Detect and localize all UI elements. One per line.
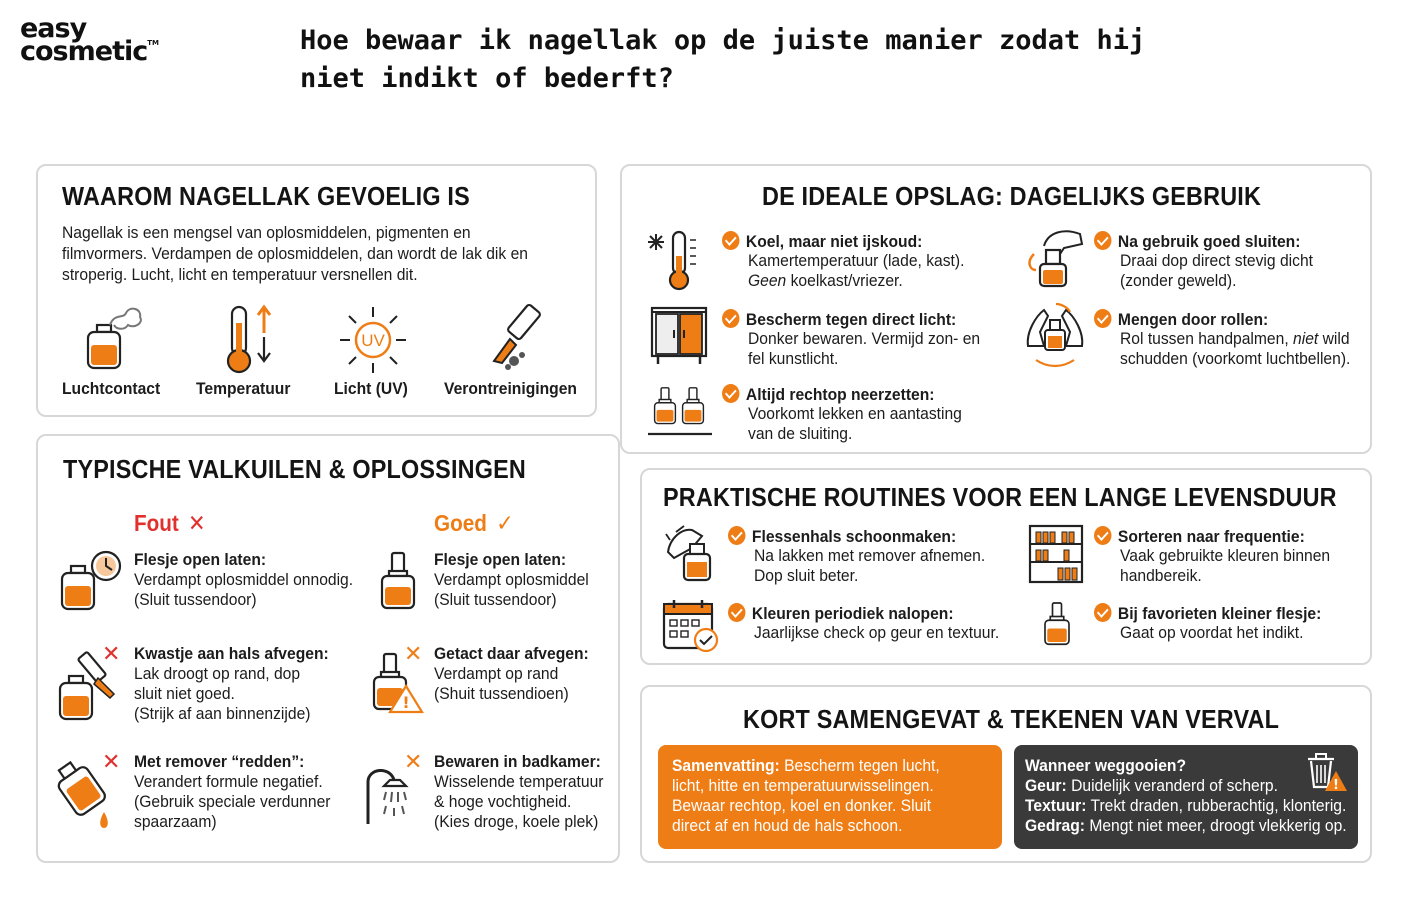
storage-item-1-line-1: Kamertemperatuur (lade, kast). xyxy=(748,251,965,270)
storage-item-4-line-1: Rol tussen handpalmen, niet wild xyxy=(1120,329,1350,348)
check-icon xyxy=(1094,309,1111,328)
summary-panel xyxy=(640,685,1372,863)
check-icon xyxy=(722,384,739,403)
summary-line-1-text: Bescherm tegen lucht, xyxy=(784,756,940,775)
hand-closing-cap-icon xyxy=(1024,224,1088,290)
summary-box xyxy=(658,745,1002,849)
pitfall-2-fout-title: Kwastje aan hals afvegen: xyxy=(134,644,329,663)
brush-wipe-neck-icon xyxy=(56,648,124,722)
discard-title: Wanneer weggooien? xyxy=(1025,756,1187,775)
pitfall-2-fout-line-2: sluit niet goed. xyxy=(134,684,235,703)
pitfall-3-fout-line-3: spaarzaam) xyxy=(134,812,217,831)
pitfall-1-fout-line-2: (Sluit tussendoor) xyxy=(134,590,257,609)
factor-label-air: Luchtcontact xyxy=(62,379,161,398)
sun-uv-icon xyxy=(338,305,408,375)
remover-bottle-icon xyxy=(52,756,116,832)
fail-x-icon-2: ✕ xyxy=(102,750,121,775)
pitfall-1-goed-line-2: (Sluit tussendoor) xyxy=(434,590,557,609)
closed-bottle-icon xyxy=(378,548,418,614)
storage-item-5-line-1: Voorkomt lekken en aantasting xyxy=(748,404,962,423)
storage-item-1-title: Koel, maar niet ijskoud: xyxy=(722,231,922,252)
pitfall-2-fout-line-3: (Strijk af aan binnenzijde) xyxy=(134,704,311,723)
routine-4-line-1: Gaat op voordat het indikt. xyxy=(1120,623,1304,642)
check-icon xyxy=(728,526,745,545)
discard-row-behavior: Gedrag: Mengt niet meer, droogt vlekkerig op. xyxy=(1025,816,1347,835)
discard-row-smell: Geur: Duidelijk veranderd of scherp. xyxy=(1025,776,1278,795)
routine-2-title: Sorteren naar frequentie: xyxy=(1094,526,1305,547)
why-text-line-1: Nagellak is een mengsel van oplosmiddelen, pigmenten en xyxy=(62,223,471,242)
summary-title: KORT SAMENGEVAT & TEKENEN VAN VERVAL xyxy=(743,704,1280,734)
pitfall-3-goed-title: Bewaren in badkamer: xyxy=(434,752,601,771)
thermometer-icon xyxy=(222,303,282,375)
open-bottle-clock-icon xyxy=(56,548,124,614)
logo-trademark: TM xyxy=(147,38,159,47)
routine-4-title: Bij favorieten kleiner flesje: xyxy=(1094,603,1321,624)
pitfalls-title: TYPISCHE VALKUILEN & OPLOSSINGEN xyxy=(63,454,526,484)
shelf-icon xyxy=(1028,524,1084,584)
summary-label: Samenvatting: xyxy=(672,756,780,775)
why-text-line-3: stroperig. Lucht, licht en temperatuur versnellen dit. xyxy=(62,265,418,284)
brand-logo xyxy=(20,13,159,67)
check-icon xyxy=(728,603,745,622)
factor-label-contamination: Verontreinigingen xyxy=(444,379,577,398)
factor-label-light: Licht (UV) xyxy=(334,379,408,398)
snow-thermometer-icon xyxy=(646,228,702,292)
pitfall-2-fout-line-1: Lak droogt op rand, dop xyxy=(134,664,301,683)
summary-line-4: direct af en houd de hals schoon. xyxy=(672,816,903,835)
pitfall-2-goed-title: Getact daar afvegen: xyxy=(434,644,589,663)
check-icon xyxy=(1094,526,1111,545)
cross-icon: ✕ xyxy=(188,510,206,536)
routine-3-title: Kleuren periodiek nalopen: xyxy=(728,603,954,624)
storage-item-5-title: Altijd rechtop neerzetten: xyxy=(722,384,934,405)
brush-contamination-icon xyxy=(480,303,550,373)
small-bottle-icon xyxy=(1042,598,1072,650)
check-icon xyxy=(1094,231,1111,250)
goed-label: Goed xyxy=(434,510,487,536)
italic-word: niet xyxy=(1293,329,1319,348)
shower-icon xyxy=(360,760,422,826)
storage-item-3-line-2: fel kunstlicht. xyxy=(748,349,839,368)
check-icon xyxy=(722,231,739,250)
pitfall-2-goed-line-1: Verdampt op rand xyxy=(434,664,559,683)
cleaning-neck-icon xyxy=(662,522,718,584)
discard-box xyxy=(1014,745,1358,849)
rolling-hands-icon xyxy=(1022,302,1088,370)
routine-3-line-1: Jaarlijkse check op geur en textuur. xyxy=(754,623,1000,642)
routine-2-line-1: Vaak gebruikte kleuren binnen xyxy=(1120,546,1331,565)
pitfall-3-goed-line-2: & hoge vochtigheid. xyxy=(434,792,572,811)
storage-item-4-line-2: schudden (voorkomt luchtbellen). xyxy=(1120,349,1351,368)
routines-title: PRAKTISCHE ROUTINES VOOR EEN LANGE LEVENSDUUR xyxy=(663,482,1337,512)
storage-item-2-line-1: Draai dop direct stevig dicht xyxy=(1120,251,1313,270)
storage-item-2-line-2: (zonder geweld). xyxy=(1120,271,1237,290)
calendar-check-icon xyxy=(662,598,720,654)
fout-label: Fout xyxy=(134,510,179,536)
cabinet-icon xyxy=(650,304,708,366)
check-icon xyxy=(1094,603,1111,622)
pitfall-3-goed-line-1: Wisselende temperatuur xyxy=(434,772,604,791)
logo-line-1: easy xyxy=(20,13,87,44)
pitfall-2-goed-line-2: (Shuit tussendioen) xyxy=(434,684,569,703)
factor-label-temperature: Temperatuur xyxy=(196,379,291,398)
bottle-warning-icon xyxy=(370,650,426,716)
routine-2-line-2: handbereik. xyxy=(1120,566,1202,585)
storage-item-1-line-2: Geen koelkast/vriezer. xyxy=(748,271,903,290)
svg-text:!: ! xyxy=(402,693,410,712)
pitfall-1-goed-line-1: Verdampt oplosmiddel xyxy=(434,570,589,589)
svg-text:!: ! xyxy=(1333,778,1339,793)
trash-warning-icon xyxy=(1304,751,1348,793)
storage-item-3-line-1: Donker bewaren. Vermijd zon- en xyxy=(748,329,981,348)
pitfalls-panel xyxy=(36,434,620,863)
why-panel xyxy=(36,164,597,417)
uv-text: UV xyxy=(361,331,385,350)
why-title: WAAROM NAGELLAK GEVOELIG IS xyxy=(62,181,470,211)
italic-word: Geen xyxy=(748,271,787,290)
storage-item-4-title: Mengen door rollen: xyxy=(1094,309,1268,330)
upright-bottles-icon xyxy=(648,380,712,438)
pitfall-3-fout-title: Met remover “redden”: xyxy=(134,752,305,771)
storage-panel xyxy=(620,164,1372,454)
bottle-evaporation-icon xyxy=(80,303,146,373)
routine-1-line-2: Dop sluit beter. xyxy=(754,566,859,585)
check-icon: ✓ xyxy=(496,510,514,536)
fout-header xyxy=(134,510,206,537)
page-title: Hoe bewaar ik nagellak op de juiste manier zodat hij niet indikt of bederft? xyxy=(300,25,1146,94)
check-icon xyxy=(722,309,739,328)
routine-1-title: Flessenhals schoonmaken: xyxy=(728,526,956,547)
summary-line-1 xyxy=(672,756,940,777)
pitfall-1-fout-title: Flesje open laten: xyxy=(134,550,267,569)
warning-x-icon: ✕ xyxy=(404,642,423,667)
pitfall-3-goed-line-3: (Kies droge, koele plek) xyxy=(434,812,599,831)
pitfall-1-goed-title: Flesje open laten: xyxy=(434,550,567,569)
pitfall-3-fout-line-1: Verandert formule negatief. xyxy=(134,772,323,791)
fail-x-icon: ✕ xyxy=(102,642,121,667)
summary-line-3: Bewaar rechtop, koel en donker. Sluit xyxy=(672,796,932,815)
warning-x-icon-2: ✕ xyxy=(404,750,423,775)
pitfall-1-fout-line-1: Verdampt oplosmiddel onnodig. xyxy=(134,570,354,589)
storage-item-5-line-2: van de sluiting. xyxy=(748,424,853,443)
storage-title: DE IDEALE OPSLAG: DAGELIJKS GEBRUIK xyxy=(762,181,1262,211)
storage-item-3-title: Bescherm tegen direct licht: xyxy=(722,309,956,330)
routine-1-line-1: Na lakken met remover afnemen. xyxy=(754,546,986,565)
why-text-line-2: filmvormers. Verdampen de oplosmiddelen, dan wordt de lak dik en xyxy=(62,244,528,263)
storage-item-2-title: Na gebruik goed sluiten: xyxy=(1094,231,1300,252)
logo-line-2: cosmetic xyxy=(20,35,148,67)
goed-header xyxy=(434,510,514,537)
summary-line-2: licht, hitte en temperatuurwisselingen. xyxy=(672,776,934,795)
discard-row-texture: Textuur: Trekt draden, rubberachtig, klonterig. xyxy=(1025,796,1347,815)
pitfall-3-fout-line-2: (Gebruik speciale verdunner xyxy=(134,792,331,811)
routines-panel xyxy=(640,468,1372,665)
